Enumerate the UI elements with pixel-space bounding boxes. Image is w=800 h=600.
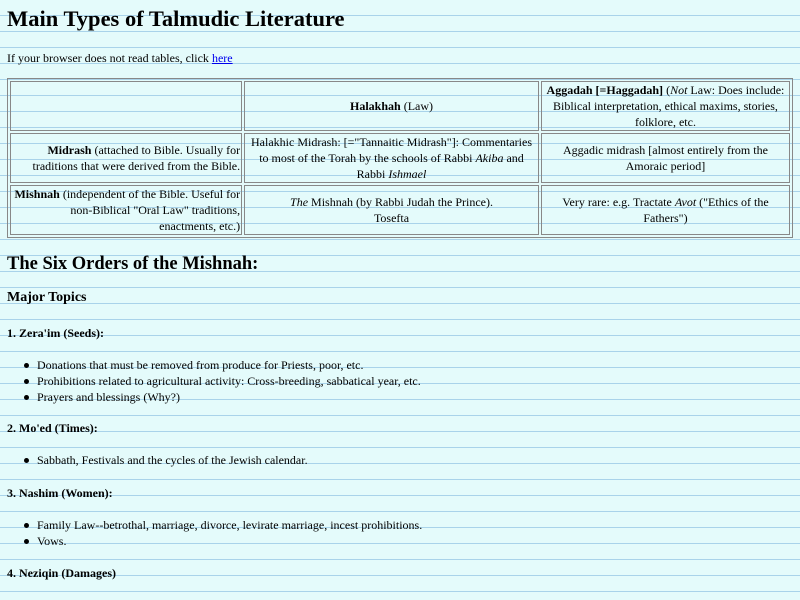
table-cell-mishnah-halakhah: The Mishnah (by Rabbi Judah the Prince). Tosefta xyxy=(244,185,539,235)
order-list-zeraim xyxy=(7,357,421,405)
table-header-halakhah: Halakhah (Law) xyxy=(244,81,539,131)
list-item: Donations that must be removed from produce for Priests, poor, etc. xyxy=(37,357,421,373)
list-item: Sabbath, Festivals and the cycles of the Jewish calendar. xyxy=(37,453,308,467)
list-item: Prohibitions related to agricultural activity: Cross-breeding, sabbatical year, etc. xyxy=(37,374,421,388)
order-title-nashim: 3. Nashim (Women): xyxy=(7,486,113,500)
table-cell-halakhic-midrash: Halakhic Midrash: [="Tannaitic Midrash"]: Commentaries to most of the Torah by the schools of Rabbi Akiba and Rabbi Ishmael xyxy=(244,133,539,183)
list-item: Family Law--betrothal, marriage, divorce, levirate marriage, incest prohibitions. xyxy=(37,518,423,532)
major-topics-heading: Major Topics xyxy=(7,290,87,305)
order-list-moed xyxy=(7,452,308,468)
table-row-header xyxy=(10,81,790,131)
intro-text xyxy=(7,51,233,66)
table-cell-mishnah-aggadah: Very rare: e.g. Tractate Avot ("Ethics of the Fathers") xyxy=(541,185,790,235)
orders-heading: The Six Orders of the Mishnah: xyxy=(7,254,259,274)
table-cell-aggadic-midrash: Aggadic midrash [almost entirely from the Amoraic period] xyxy=(541,133,790,183)
page-title: Main Types of Talmudic Literature xyxy=(7,6,345,31)
here-link[interactable]: here xyxy=(211,51,233,65)
order-title-zeraim: 1. Zera'im (Seeds): xyxy=(7,326,104,340)
table-row-mishnah xyxy=(10,185,790,235)
table-cell-empty xyxy=(10,81,242,131)
order-list-nashim xyxy=(7,517,422,549)
literature-table xyxy=(7,78,793,238)
table-label-mishnah: Mishnah (independent of the Bible. Useful for non-Biblical "Oral Law" traditions, enactments, etc.) xyxy=(10,185,242,235)
table-header-aggadah: Aggadah [=Haggadah] (Not Law: Does include: Biblical interpretation, ethical maxims, stories, folklore, etc. xyxy=(541,81,790,131)
list-item: Prayers and blessings (Why?) xyxy=(37,389,421,405)
order-title-neziqin: 4. Neziqin (Damages) xyxy=(7,566,116,580)
table-row-midrash xyxy=(10,133,790,183)
list-item: Vows. xyxy=(37,533,422,549)
order-title-moed: 2. Mo'ed (Times): xyxy=(7,421,98,435)
table-label-midrash: Midrash (attached to Bible. Usually for traditions that were derived from the Bible. xyxy=(10,133,242,183)
intro-label: If your browser does not read tables, click xyxy=(7,51,212,65)
